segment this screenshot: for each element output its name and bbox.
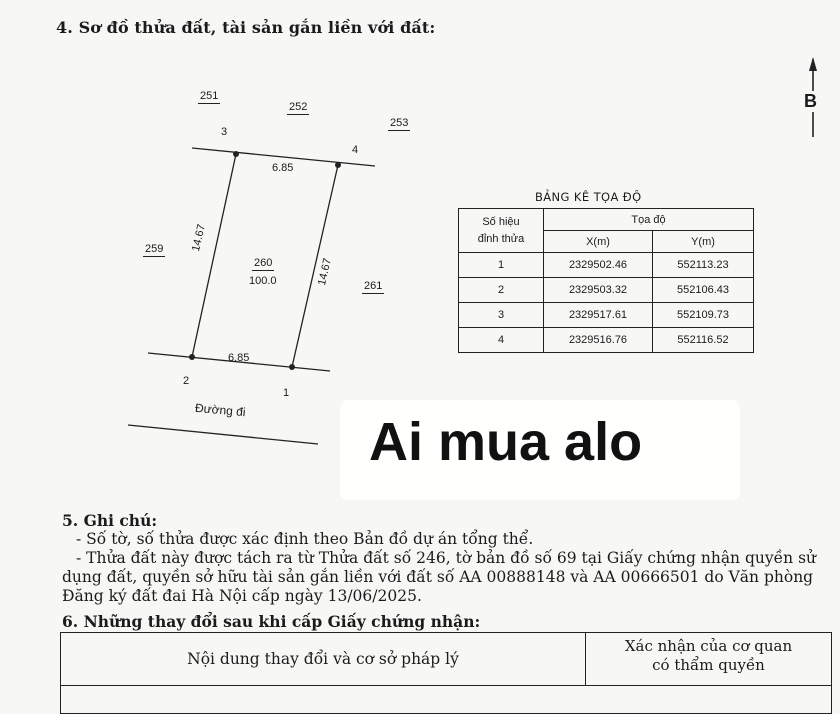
note-line-2: - Thửa đất này được tách ra từ Thửa đất số 246, tờ bản đồ số 69 tại Giấy chứng nhận quyền sử: [76, 549, 817, 567]
section-5-title: 5. Ghi chú:: [62, 511, 158, 530]
vertex-1-label: 1: [283, 387, 290, 399]
vertex-4-dot: [335, 162, 341, 168]
road-line: [128, 425, 318, 444]
edge-left-length: 14.67: [190, 223, 208, 253]
neighbor-251: 251: [200, 90, 219, 102]
changes-table: [60, 632, 832, 714]
section-4-title: 4. Sơ đồ thửa đất, tài sản gắn liền với đất:: [56, 18, 436, 37]
vertex-3-label: 3: [221, 126, 228, 138]
note-line-4: Đăng ký đất đai Hà Nội cấp ngày 13/06/2025.: [62, 587, 422, 605]
coord-table-title: BẢNG KÊ TỌA ĐỘ: [535, 190, 642, 204]
vertex-4-label: 4: [352, 144, 359, 156]
coord-header-group: Tọa độ: [544, 209, 754, 231]
coord-table: [458, 208, 754, 353]
edge-right-length: 14.67: [316, 257, 334, 287]
boundary-left-edge: [192, 154, 236, 357]
neighbor-253: 253: [390, 117, 409, 129]
edge-top-length: 6.85: [272, 162, 294, 174]
vertex-2-label: 2: [183, 375, 190, 387]
table-row: 4 2329516.76 552116.52: [459, 328, 754, 353]
neighbor-259: 259: [145, 243, 164, 255]
table-row: 1 2329502.46 552113.23: [459, 253, 754, 278]
changes-header-confirmation: Xác nhận của cơ quan có thẩm quyền: [624, 637, 793, 674]
vertex-3-dot: [233, 151, 239, 157]
neighbor-261: 261: [364, 280, 383, 292]
section-6-title: 6. Những thay đổi sau khi cấp Giấy chứng nhận:: [62, 612, 481, 631]
changes-header-content: Nội dung thay đổi và cơ sở pháp lý: [61, 633, 586, 685]
coord-header-x: X(m): [544, 231, 653, 253]
vertex-2-dot: [189, 354, 195, 360]
note-line-3: dụng đất, quyền sở hữu tài sản gắn liền với đất số AA 00888148 và AA 00666501 do Văn phòng: [62, 568, 814, 586]
coord-header-y: Y(m): [653, 231, 754, 253]
road-label: Đường đi: [194, 400, 247, 420]
edge-bottom-length: 6.85: [228, 352, 250, 364]
section-5-notes: [62, 511, 832, 606]
table-row: 2 2329503.32 552106.43: [459, 278, 754, 303]
overlay-caption: Ai mua alo: [369, 412, 643, 472]
coord-header-point: Số hiệu đỉnh thửa: [459, 209, 544, 253]
parcel-area: 100.0: [249, 275, 277, 287]
parcel-number: 260: [254, 257, 273, 269]
table-row: 3 2329517.61 552109.73: [459, 303, 754, 328]
neighbor-252: 252: [289, 101, 308, 113]
vertex-1-dot: [289, 364, 295, 370]
note-line-1: - Số tờ, số thửa được xác định theo Bản đồ dự án tổng thể.: [76, 530, 534, 548]
changes-row-divider: [61, 685, 831, 686]
north-label: B: [804, 91, 817, 111]
